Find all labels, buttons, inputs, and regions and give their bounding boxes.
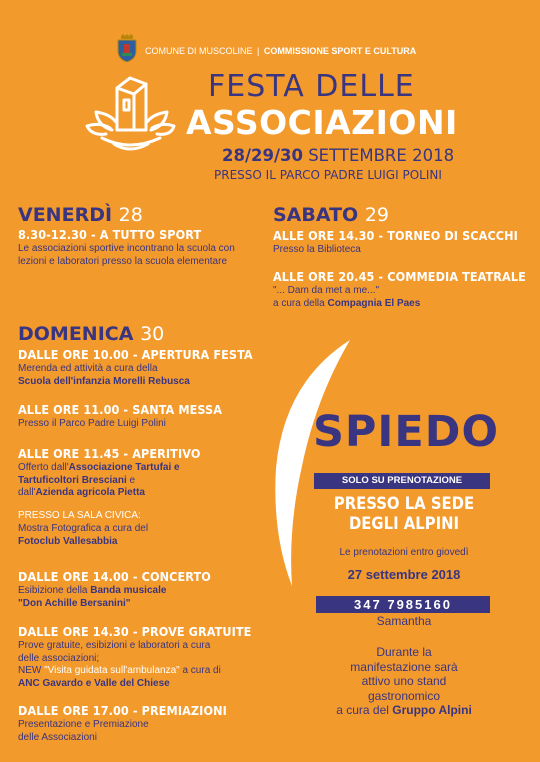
saturday-event2-desc xyxy=(273,285,420,310)
sunday-event4-desc: Mostra Fotografica a cura del Fotoclub Vallesabbia xyxy=(18,523,149,547)
sunday-event1-desc: Merenda ed attività a cura della Scuola dell'infanzia Morelli Rebusca xyxy=(18,363,190,387)
separator: | xyxy=(257,46,260,56)
sunday-event5-desc: Esibizione della Banda musicale "Don Achille Bersanini" xyxy=(18,585,167,609)
sunday-event3-desc: Offerto dall'Associazione Tartufai e Tartuficoltori Bresciani e dall'Azienda agricola Pietta xyxy=(18,462,180,498)
festival-logo-icon xyxy=(84,70,176,162)
saturday-event2-title: ALLE ORE 20.45 - COMMEDIA TEATRALE xyxy=(273,269,526,284)
event-dates xyxy=(222,146,454,166)
friday-day: VENERDÌ xyxy=(18,204,113,226)
sunday-event1-title: DALLE ORE 10.00 - APERTURA FESTA xyxy=(18,347,253,362)
sunday-event4-title: PRESSO LA SALA CIVICA: xyxy=(18,510,141,521)
friday-num: 28 xyxy=(118,204,143,226)
contact-name: Samantha xyxy=(376,614,432,628)
event-dates-month: SETTEMBRE 2018 xyxy=(308,146,455,165)
saturday-heading xyxy=(273,204,389,226)
event-location: PRESSO IL PARCO PADRE LUIGI POLINI xyxy=(214,168,442,182)
sunday-event7-title: DALLE ORE 17.00 - PREMIAZIONI xyxy=(18,703,227,718)
coat-of-arms-icon xyxy=(116,34,138,62)
saturday-day: SABATO xyxy=(273,204,359,226)
sunday-event7-desc: Presentazione e Premiazione delle Associazioni xyxy=(18,719,149,743)
saturday-num: 29 xyxy=(364,204,390,226)
sunday-num: 30 xyxy=(140,323,165,345)
event-dates-days: 28/29/30 xyxy=(222,146,303,165)
sunday-day: DOMENICA xyxy=(18,323,134,345)
comune-label: COMUNE DI MUSCOLINE xyxy=(145,46,253,56)
commissione-label: COMMISSIONE SPORT E CULTURA xyxy=(263,46,417,56)
friday-heading xyxy=(18,204,143,226)
spiedo-title: SPIEDO xyxy=(312,407,500,457)
sunday-event6-title: DALLE ORE 14.30 - PROVE GRATUITE xyxy=(18,624,252,639)
booking-deadline: 27 settembre 2018 xyxy=(347,567,461,582)
venue-line1: PRESSO LA SEDE xyxy=(333,494,475,513)
booking-badge: SOLO SU PRENOTAZIONE xyxy=(314,473,490,489)
venue-line2: DEGLI ALPINI xyxy=(348,514,460,533)
sunday-event2-title: ALLE ORE 11.00 - SANTA MESSA xyxy=(18,402,223,417)
sunday-event6-desc: Prove gratuite, esibizioni e laboratori a cura delle associazioni; NEW "Visita guidata sull'ambulanza" a cura di ANC Gavardo e Valle del Chiese xyxy=(18,640,221,689)
friday-event-desc: Le associazioni sportive incontrano la scuola con lezioni e laboratori presso la scuola elementare xyxy=(18,243,235,267)
event-title-line1: FESTA DELLE xyxy=(208,69,415,104)
sunday-event5-title: DALLE ORE 14.00 - CONCERTO xyxy=(18,569,211,584)
friday-event-title: 8.30-12.30 - A TUTTO SPORT xyxy=(18,227,202,242)
play-title: "... Dam da met a me..." xyxy=(273,285,380,296)
header-organizers xyxy=(145,46,416,57)
spiedo-venue xyxy=(300,494,508,534)
booking-note: Le prenotazioni entro giovedì xyxy=(339,547,469,558)
saturday-event1-desc: Presso la Biblioteca xyxy=(273,244,361,255)
sunday-event3-title: ALLE ORE 11.45 - APERITIVO xyxy=(18,446,201,461)
phone-number: 347 7985160 xyxy=(316,596,490,613)
sunday-event2-desc: Presso il Parco Padre Luigi Polini xyxy=(18,418,166,429)
play-company: a cura della Compagnia El Paes xyxy=(273,297,421,309)
event-title-line2: ASSOCIAZIONI xyxy=(186,103,458,142)
saturday-event1-title: ALLE ORE 14.30 - TORNEO DI SCACCHI xyxy=(273,228,518,243)
food-stand-info: Durante la manifestazione sarà attivo uno stand gastronomico a cura del Gruppo Alpini xyxy=(336,645,472,717)
sunday-heading xyxy=(18,323,164,345)
